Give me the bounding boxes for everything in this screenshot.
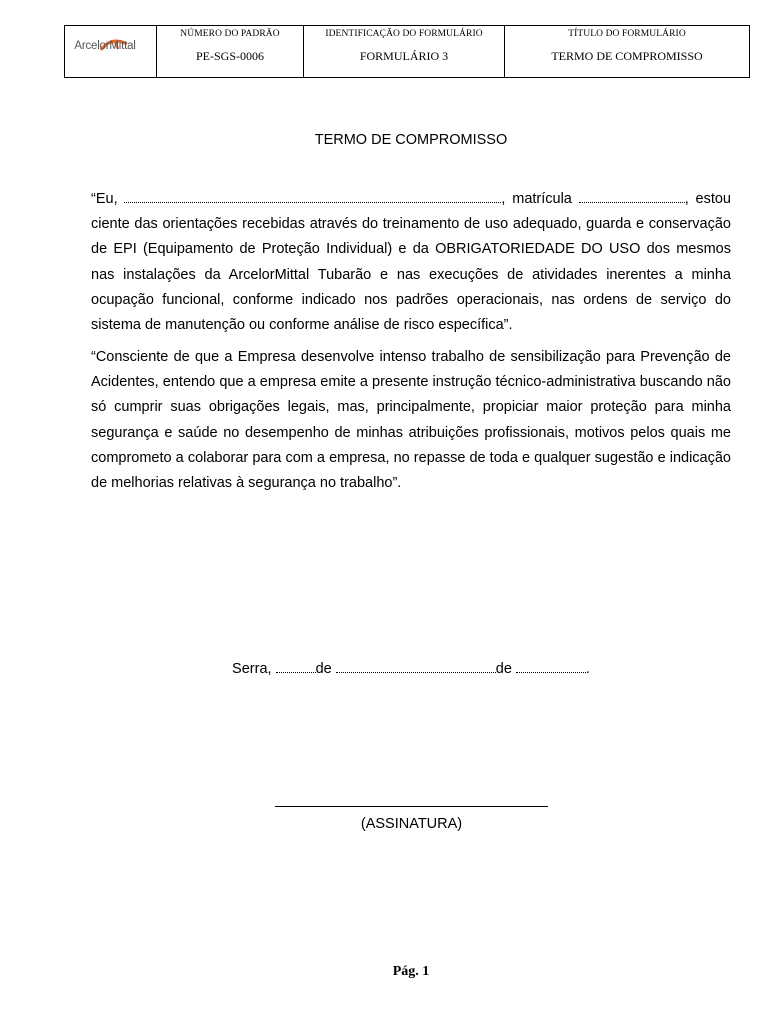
page-number: Pág. 1 — [392, 964, 430, 979]
registration-field[interactable] — [579, 191, 685, 203]
logo-cell — [65, 26, 157, 78]
form-title-label: TÍTULO DO FORMULÁRIO — [568, 29, 686, 39]
day-field[interactable] — [276, 661, 316, 673]
date-line — [0, 661, 768, 677]
form-id-label: IDENTIFICAÇÃO DO FORMULÁRIO — [325, 29, 483, 39]
form-id-value: FORMULÁRIO 3 — [359, 49, 449, 63]
month-field[interactable] — [336, 661, 496, 673]
year-field[interactable] — [516, 661, 586, 673]
paragraph-1 — [91, 187, 731, 338]
signature-label: (ASSINATURA) — [360, 816, 463, 832]
standard-number-cell — [157, 26, 304, 78]
logo-text: ArcelorMittal — [74, 40, 136, 52]
paragraph-2: “Consciente de que a Empresa desenvolve intenso trabalho de sensibilização para Prevenção de Acidentes, entendo que a empresa emite a presente instrução técnico-administrativa buscando não só cumprir suas obrigações legais, mas, principalmente, propiciar maior proteção para minha segurança e saúde no desempenho de minhas atribuições profissionais, motivos pelos quais me comprometo a colaborar para com a empresa, no repasse de toda e qualquer sugestão e indicação de melhorias relativas à segurança no trabalho”. — [91, 349, 731, 492]
paragraph-1-start: “Eu, — [91, 191, 118, 207]
standard-number-value: PE-SGS-0006 — [195, 49, 264, 63]
paragraph-1-after-field: , estou — [684, 191, 731, 207]
date-end: . — [585, 661, 590, 677]
form-title-value: TERMO DE COMPROMISSO — [551, 49, 703, 63]
standard-number-label: NÚMERO DO PADRÃO — [180, 29, 280, 39]
header-table — [64, 25, 750, 78]
name-field[interactable] — [124, 191, 501, 203]
date-city: Serra, — [232, 661, 272, 677]
form-title-cell — [505, 26, 750, 78]
form-id-cell — [304, 26, 505, 78]
paragraph-1-rest: ciente das orientações recebidas através do treinamento de uso adequado, guarda e conservação de EPI (Equipamento de Proteção Individual) e da OBRIGATORIEDADE DO USO dos mesmos nas instalações da ArcelorMittal Tubarão e nas execuções de atividades inerentes a minha ocupação funcional, conforme indicado nos padrões operacionais, nas ordens de serviço do sistema de manutenção ou conforme análise de risco específica”. — [91, 216, 731, 334]
date-de-1: de — [315, 661, 332, 677]
document-title: TERMO DE COMPROMISSO — [314, 132, 508, 148]
paragraph-1-mid: , matrícula — [501, 191, 572, 207]
signature-line[interactable] — [275, 806, 548, 807]
date-de-2: de — [495, 661, 512, 677]
